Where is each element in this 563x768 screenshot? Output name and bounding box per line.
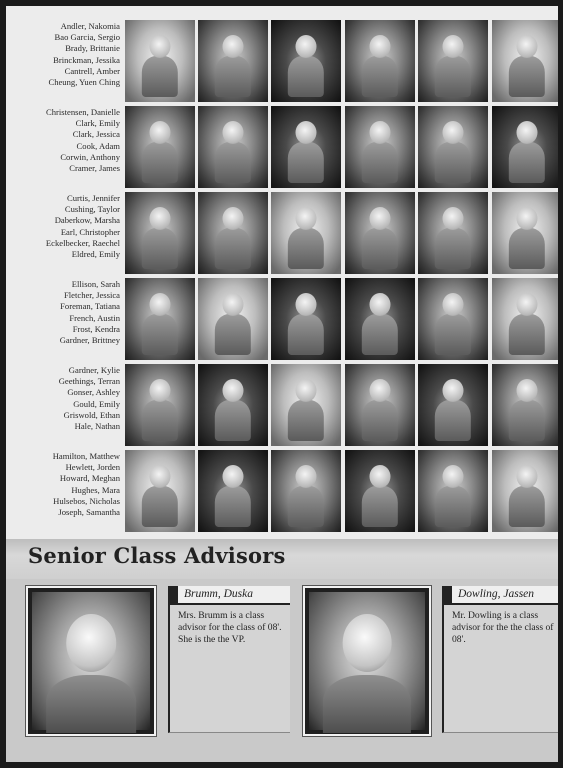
baby-photo (418, 106, 488, 188)
name-list-row-5 (6, 365, 120, 432)
baby-photo (125, 278, 195, 360)
student-name: Hulsebos, Nicholas (53, 495, 120, 506)
student-name: Gardner, Brittney (59, 335, 120, 346)
student-name: Christensen, Danielle (46, 107, 120, 117)
baby-photo (418, 20, 488, 102)
baby-photo (198, 278, 268, 360)
name-bar-marker (444, 586, 452, 603)
advisor-name (170, 586, 290, 605)
student-name: Cushing, Taylor (64, 204, 120, 215)
baby-photo (418, 192, 488, 274)
name-list-row-3 (6, 193, 120, 260)
student-name: Earl, Christopher (60, 226, 120, 237)
baby-photo (125, 364, 195, 446)
advisor-description: Mrs. Brumm is a class advisor for the class of 08'. She is the the VP. (178, 610, 282, 645)
student-name: Hale, Nathan (74, 421, 120, 432)
baby-photo (492, 20, 558, 102)
name-list-row-6 (6, 451, 120, 518)
baby-photo (271, 20, 341, 102)
baby-photo (271, 106, 341, 188)
student-name: Gould, Emily (73, 398, 120, 409)
student-name: Eckelbecker, Raechel (45, 237, 120, 248)
baby-photo (418, 278, 488, 360)
advisor-name-text: Dowling, Jassen (458, 588, 535, 600)
baby-photo (271, 450, 341, 532)
baby-photo (345, 106, 415, 188)
section-title: Senior Class Advisors (28, 543, 286, 568)
student-name: Brady, Brittanie (65, 43, 120, 54)
student-name: Gardner, Kylie (68, 365, 120, 375)
baby-photo (125, 450, 195, 532)
student-name: Ellison, Sarah (71, 279, 120, 289)
name-list-row-4 (6, 279, 120, 346)
name-list-row-1 (6, 21, 120, 88)
student-name: Geethings, Terran (58, 376, 120, 387)
student-name: Hewlett, Jorden (65, 462, 120, 473)
student-name: French, Austin (69, 312, 120, 323)
baby-photo (345, 192, 415, 274)
baby-photo (198, 106, 268, 188)
student-name: Daberkow, Marsha (54, 215, 120, 226)
advisor-caption-box (168, 586, 290, 733)
baby-photo (492, 364, 558, 446)
student-name: Frost, Kendra (72, 323, 120, 334)
student-name: Bao Garcia, Sergio (54, 32, 120, 43)
student-name: Hughes, Mara (71, 484, 120, 495)
advisor-name (444, 586, 558, 605)
baby-photo (492, 450, 558, 532)
baby-photo (345, 364, 415, 446)
student-name: Clark, Emily (75, 118, 120, 129)
advisor-name-text: Brumm, Duska (184, 588, 253, 600)
advisor-caption-box (442, 586, 558, 733)
student-name: Clark, Jessica (72, 129, 120, 140)
baby-photo (198, 20, 268, 102)
student-name: Curtis, Jennifer (67, 193, 120, 203)
section-banner (6, 539, 558, 579)
baby-photo (345, 450, 415, 532)
student-name: Cheung, Yuen Ching (48, 77, 120, 88)
baby-photo (125, 106, 195, 188)
baby-photo (271, 192, 341, 274)
baby-photo (198, 364, 268, 446)
student-name: Eldred, Emily (71, 249, 120, 260)
student-name: Griswold, Ethan (63, 409, 120, 420)
baby-photo (492, 106, 558, 188)
baby-photo (418, 364, 488, 446)
student-name: Brinckman, Jessika (53, 54, 120, 65)
name-bar-marker (170, 586, 178, 603)
student-name: Foreman, Tatiana (60, 301, 120, 312)
baby-photo (198, 450, 268, 532)
student-name: Andler, Nakomia (60, 21, 120, 31)
baby-photo (492, 192, 558, 274)
student-name: Joseph, Samantha (58, 507, 120, 518)
student-name: Cramer, James (69, 163, 120, 174)
student-name: Cook, Adam (76, 140, 120, 151)
baby-photo (345, 278, 415, 360)
baby-photo (492, 278, 558, 360)
student-name: Fletcher, Jessica (64, 290, 120, 301)
student-name: Gonser, Ashley (67, 387, 120, 398)
student-name: Hamilton, Matthew (52, 451, 120, 461)
baby-photo (125, 192, 195, 274)
student-name: Howard, Meghan (59, 473, 120, 484)
baby-photo (271, 364, 341, 446)
student-name: Corwin, Anthony (60, 151, 120, 162)
yearbook-page (6, 6, 558, 762)
baby-photo (345, 20, 415, 102)
advisor-description: Mr. Dowling is a class advisor for the the class of 08'. (452, 610, 554, 645)
advisor-photo (303, 586, 431, 736)
advisor-photo (26, 586, 156, 736)
student-name: Cantrell, Amber (64, 65, 120, 76)
baby-photo (418, 450, 488, 532)
name-list-row-2 (6, 107, 120, 174)
baby-photo (125, 20, 195, 102)
baby-photo (271, 278, 341, 360)
baby-photo (198, 192, 268, 274)
